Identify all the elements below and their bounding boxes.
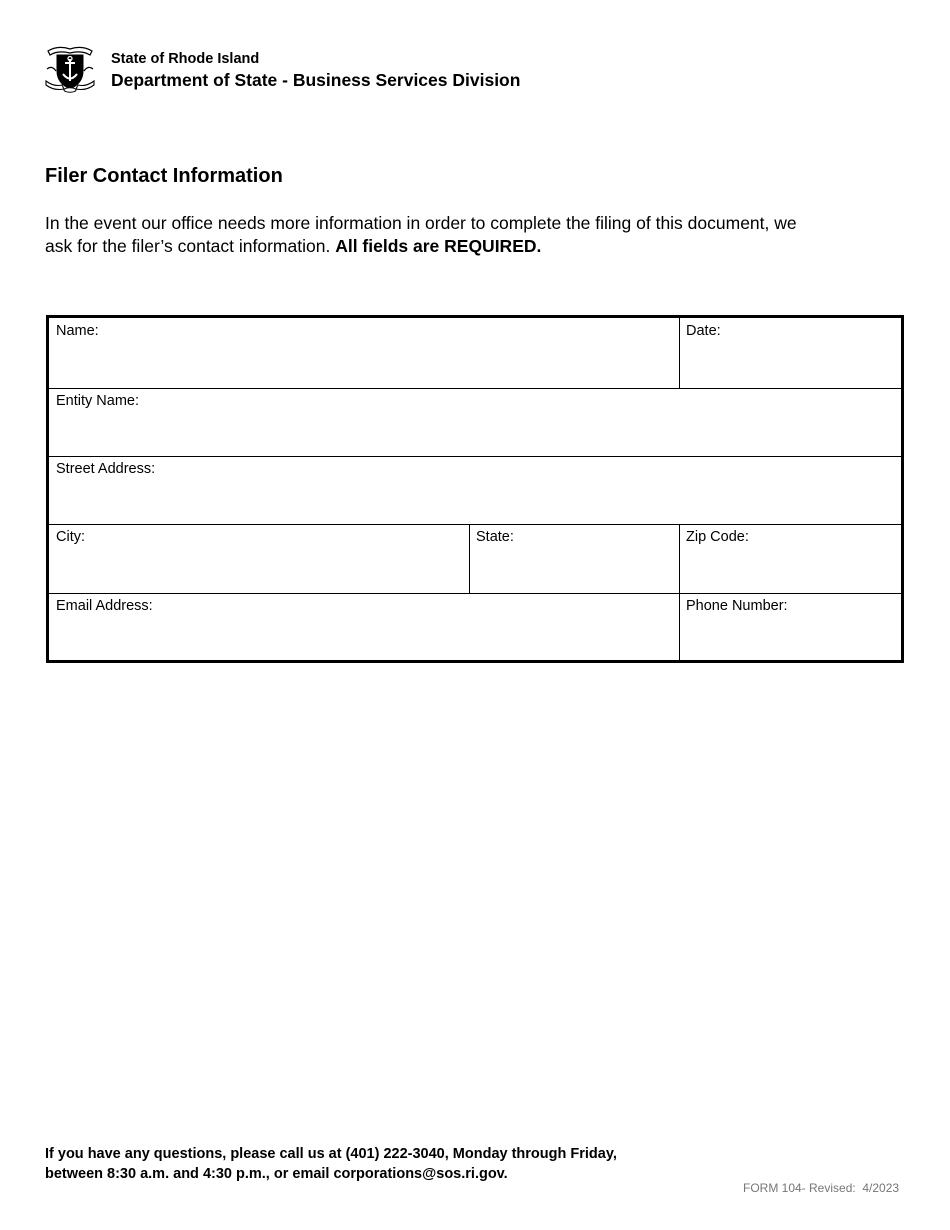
state-name: State of Rhode Island	[111, 51, 260, 67]
name-cell	[49, 318, 679, 388]
zip-code-field[interactable]	[685, 559, 895, 587]
name-label: Name:	[56, 323, 99, 339]
page-title: Filer Contact Information	[45, 165, 283, 187]
date-field[interactable]	[685, 354, 895, 382]
state-label: State:	[476, 529, 514, 545]
phone-number-label: Phone Number:	[686, 598, 788, 614]
street-address-cell	[49, 456, 901, 524]
required-notice: All fields are REQUIRED.	[335, 236, 542, 256]
date-label: Date:	[686, 323, 721, 339]
email-address-cell	[49, 593, 679, 660]
street-address-label: Street Address:	[56, 461, 156, 477]
zip-code-cell	[679, 524, 901, 593]
entity-name-cell	[49, 388, 901, 456]
street-address-field[interactable]	[55, 490, 895, 518]
intro-text: In the event our office needs more information in order to complete the filing of this document, we ask for the filer’s contact information.	[45, 213, 797, 256]
questions-line-2: between 8:30 a.m. and 4:30 p.m., or email corporations@sos.ri.gov.	[45, 1165, 508, 1182]
entity-name-label: Entity Name:	[56, 393, 139, 409]
email-address-field[interactable]	[55, 626, 673, 654]
entity-name-field[interactable]	[55, 422, 895, 450]
city-label: City:	[56, 529, 85, 545]
zip-code-label: Zip Code:	[686, 529, 749, 545]
department-name: Department of State - Business Services Division	[111, 70, 521, 90]
phone-number-field[interactable]	[685, 626, 895, 654]
state-field[interactable]	[475, 559, 673, 587]
phone-number-cell	[679, 593, 901, 660]
state-seal-icon	[44, 43, 96, 93]
email-address-label: Email Address:	[56, 598, 153, 614]
intro-paragraph	[45, 212, 805, 258]
city-cell	[49, 524, 469, 593]
questions-notice	[45, 1145, 617, 1184]
city-field[interactable]	[55, 559, 463, 587]
form-revision-id: FORM 104- Revised: 4/2023	[743, 1181, 900, 1195]
date-cell	[679, 318, 901, 388]
filer-contact-form	[46, 315, 904, 663]
questions-line-1: If you have any questions, please call us at (401) 222-3040, Monday through Friday,	[45, 1146, 617, 1162]
state-cell	[469, 524, 679, 593]
name-field[interactable]	[55, 354, 673, 382]
